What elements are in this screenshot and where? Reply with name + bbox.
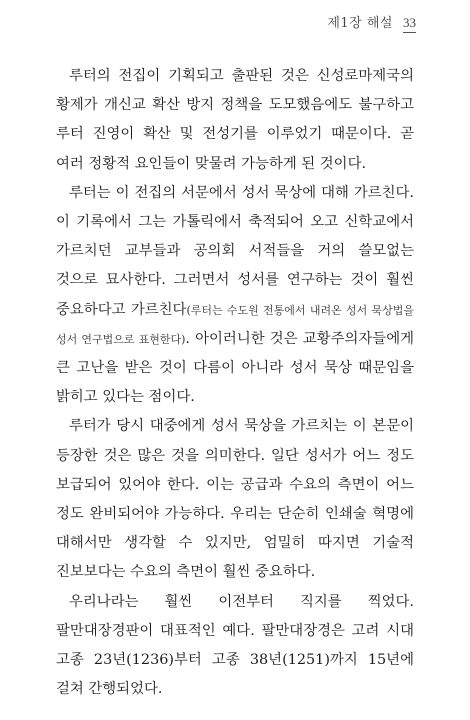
page-number: 33 [403, 15, 416, 33]
paragraph-text: 루터는 이 전집의 서문에서 성서 묵상에 대해 가르친다. 이 기록에서 그는 가톨릭에서 축적되어 오고 신학교에서 가르치던 교부들과 공의회 서적들을 거의 쓸모없는 것으로 묘사한다. 그러면서 성서를 연구하는 것이 훨씬 중요하다고 가르친다 [56, 184, 414, 318]
chapter-title: 제1장 해설 [327, 16, 393, 31]
paragraph [56, 412, 414, 587]
paragraph [56, 179, 414, 413]
paragraph [56, 588, 414, 705]
paragraph-text: 우리나라는 훨씬 이전부터 직지를 찍었다. 팔만대장경판이 대표적인 예다. 팔만대장경은 고려 시대 고종 23년(1236)부터 고종 38년(1251)까지 15년에 걸쳐 간행되었다. [56, 593, 414, 698]
parenthetical-note: (루터는 수도원 전통에서 내려온 성서 묵상법을 성서 연구법으로 표현한다) [56, 303, 415, 346]
paragraph-text-continued: . 아이러니한 것은 교황주의자들에게 큰 고난을 받은 것이 다름이 아니라 성서 묵상 때문임을 밝히고 있다는 점이다. [56, 330, 414, 406]
paragraph [56, 62, 414, 179]
running-header [327, 12, 416, 33]
body-text [56, 62, 414, 704]
paragraph-text: 루터가 당시 대중에게 성서 묵상을 가르치는 이 본문이 등장한 것은 많은 것을 의미한다. 일단 성서가 어느 정도 보급되어 있어야 한다. 이는 공급과 수요의 측면이 어느 정도 완비되어야 가능하다. 우리는 단순히 인쇄술 혁명에 대해서만 생각할 수 있지만, 엄밀히 따지면 기술적 진보보다는 수요의 측면이 훨씬 중요하다. [56, 418, 414, 581]
paragraph-text: 루터의 전집이 기획되고 출판된 것은 신성로마제국의 황제가 개신교 확산 방지 정책을 도모했음에도 불구하고 루터 진영이 확산 및 전성기를 이루었기 때문이다. 곧 여러 정황적 요인들이 맞물려 가능하게 된 것이다. [56, 68, 414, 172]
